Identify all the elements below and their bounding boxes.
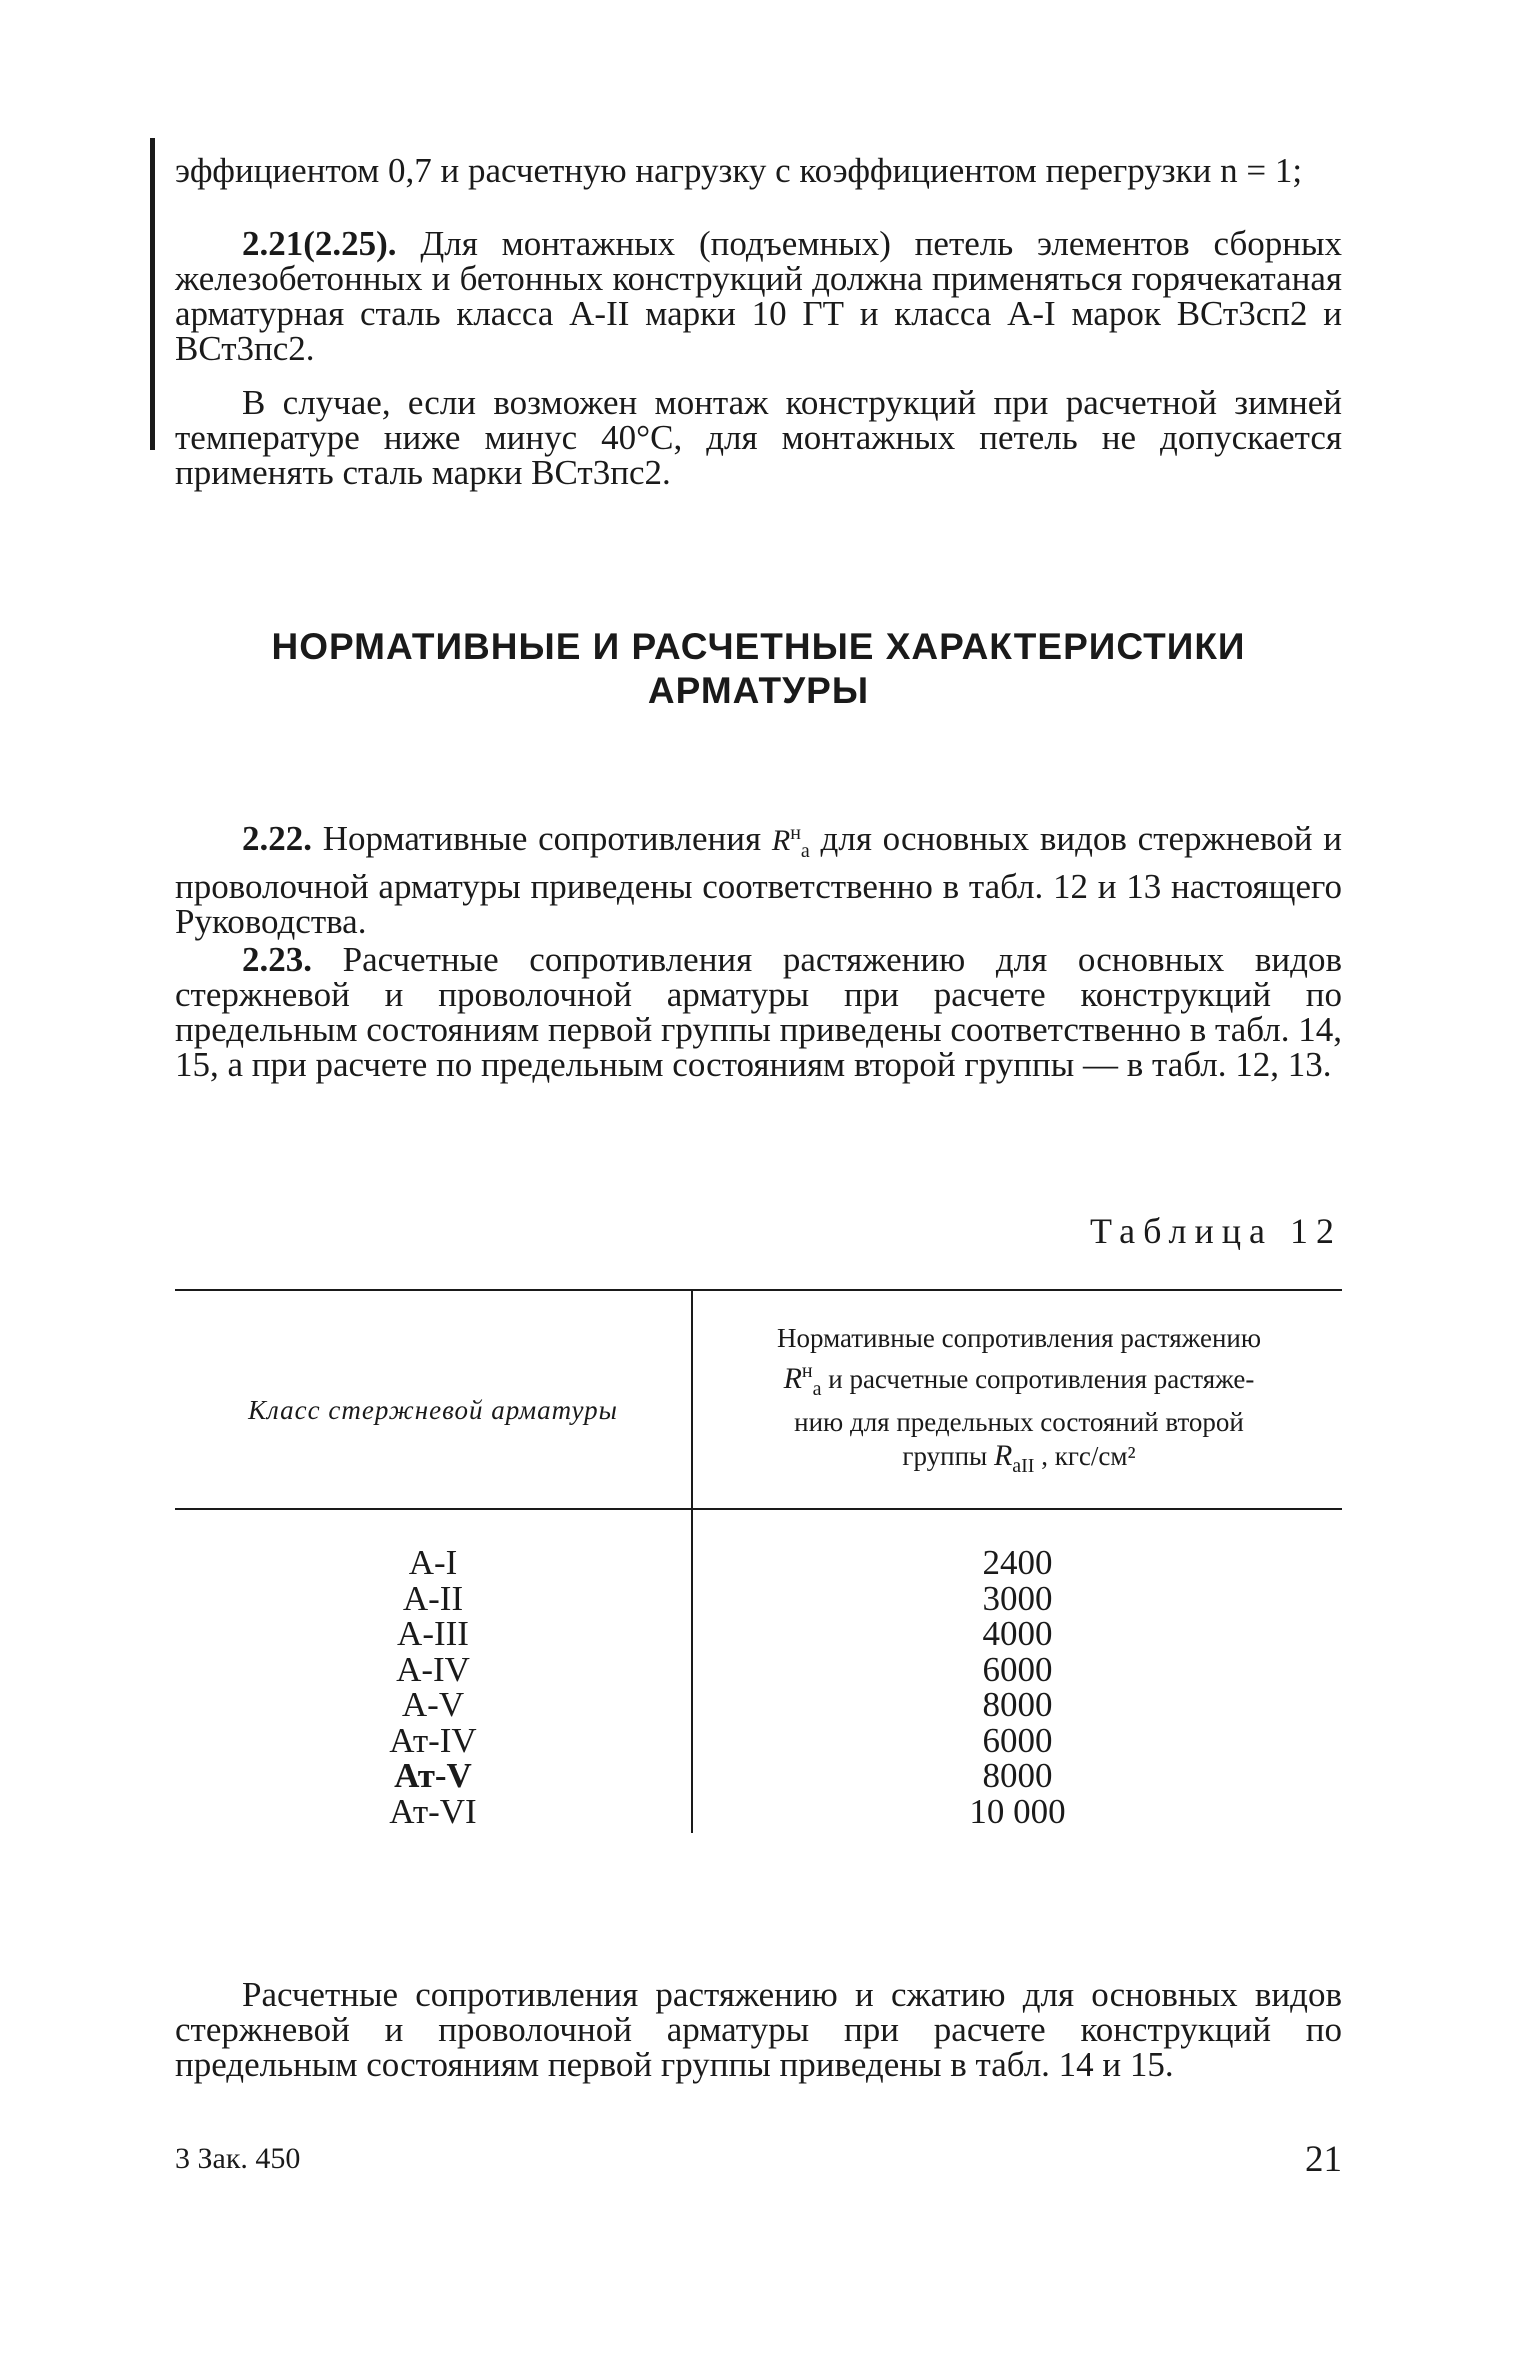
table-cell-value: 10 000 (969, 1791, 1066, 1831)
table-column-class (175, 1545, 691, 1829)
table-cell-value: 2400 (982, 1543, 1053, 1582)
table-header-class: Класс стержневой арматуры (248, 1395, 618, 1425)
section-heading-line-1: НОРМАТИВНЫЕ И РАСЧЕТНЫЕ ХАРАКТЕРИСТИКИ (271, 626, 1246, 667)
symbol-r-norm: $R^н_а$ (771, 822, 810, 862)
section-2-22-text-a: Нормативные сопротивления (312, 819, 772, 858)
footer-order-number: 3 Зак. 450 (175, 2142, 301, 2175)
section-2-22 (175, 816, 1342, 939)
section-2-23-text: Расчетные сопротивления растяжению для основных видов стержневой и проволочной арматуры при расчете конструкций по предельным состояниям первой группы приведены соответственно в табл. 14, 15, а при расчете по предельным состояниям второй группы — в табл. 12, 13. (175, 940, 1342, 1084)
section-2-21-text: Для монтажных (подъемных) петель элементов сборных железобетонных и бетонных конструкций должна применяться горячекатаная арматурная сталь класса А-II марки 10 ГТ и класса А-I марок ВСт3сп2 и ВСт3пс2. (175, 224, 1342, 368)
section-heading-line-2: АРМАТУРЫ (647, 670, 870, 711)
table-cell-value: 6000 (982, 1720, 1053, 1760)
table-cell-class: Ат-IV (389, 1720, 477, 1760)
symbol-r-aii: $R_{аII}$ (993, 1439, 1035, 1477)
closing-paragraph: Расчетные сопротивления растяжению и сжатию для основных видов стержневой и проволочной арматуры при расчете конструкций по предельным состояниям первой группы приведены в табл. 14 и 15. (175, 1975, 1342, 2084)
table-cell-class: А-I (408, 1543, 458, 1582)
table-header-resistance: Нормативные сопротивления растяжению $R^н_а$ и расчетные сопротивления растяже- нию для предельных состояний второй группы $R_{аII}$ , кгс/см² (776, 1323, 1262, 1477)
table-header-divider (691, 1289, 693, 1508)
table-cell-value: 6000 (982, 1649, 1053, 1689)
section-2-21 (175, 226, 1342, 366)
table-cell-value: 8000 (982, 1685, 1053, 1724)
table-cell-class: А-IV (396, 1649, 470, 1689)
section-heading (175, 625, 1342, 713)
table-cell-class: А-II (402, 1578, 464, 1618)
section-2-21-number: 2.21(2.25). (242, 224, 397, 263)
table-caption: Таблица 12 (1090, 1211, 1342, 1251)
section-2-22-text-b: для основных видов стержневой и проволочной арматуры приведены соответственно в табл. 12 и 13 настоящего Руководства. (175, 819, 1343, 941)
section-2-23-number: 2.23. (242, 940, 312, 979)
table-cell-value: 3000 (982, 1578, 1053, 1618)
page-number: 21 (1305, 2139, 1342, 2180)
table-header-rule (175, 1508, 1342, 1510)
table-column-value (693, 1545, 1342, 1829)
section-2-21-note: В случае, если возможен монтаж конструкций при расчетной зимней температуре ниже минус 40°С, для монтажных петель не допускается применять сталь марки ВСт3пс2. (175, 383, 1342, 492)
symbol-r-norm-header: $R^н_а$ (783, 1360, 822, 1400)
table-cell-value: 8000 (982, 1756, 1053, 1795)
table-cell-class: А-V (401, 1685, 465, 1724)
section-2-23 (175, 942, 1342, 1082)
table-top-rule (175, 1289, 1342, 1291)
margin-change-bar (150, 138, 155, 450)
table-cell-class: Ат-VI (389, 1791, 477, 1831)
intro-paragraph: эффициентом 0,7 и расчетную нагрузку с коэффициентом перегрузки n = 1; (175, 151, 1303, 190)
table-cell-class: Ат-V (394, 1756, 472, 1795)
section-2-22-number: 2.22. (242, 819, 312, 858)
table-cell-class: А-III (397, 1614, 469, 1653)
table-cell-value: 4000 (982, 1614, 1053, 1653)
